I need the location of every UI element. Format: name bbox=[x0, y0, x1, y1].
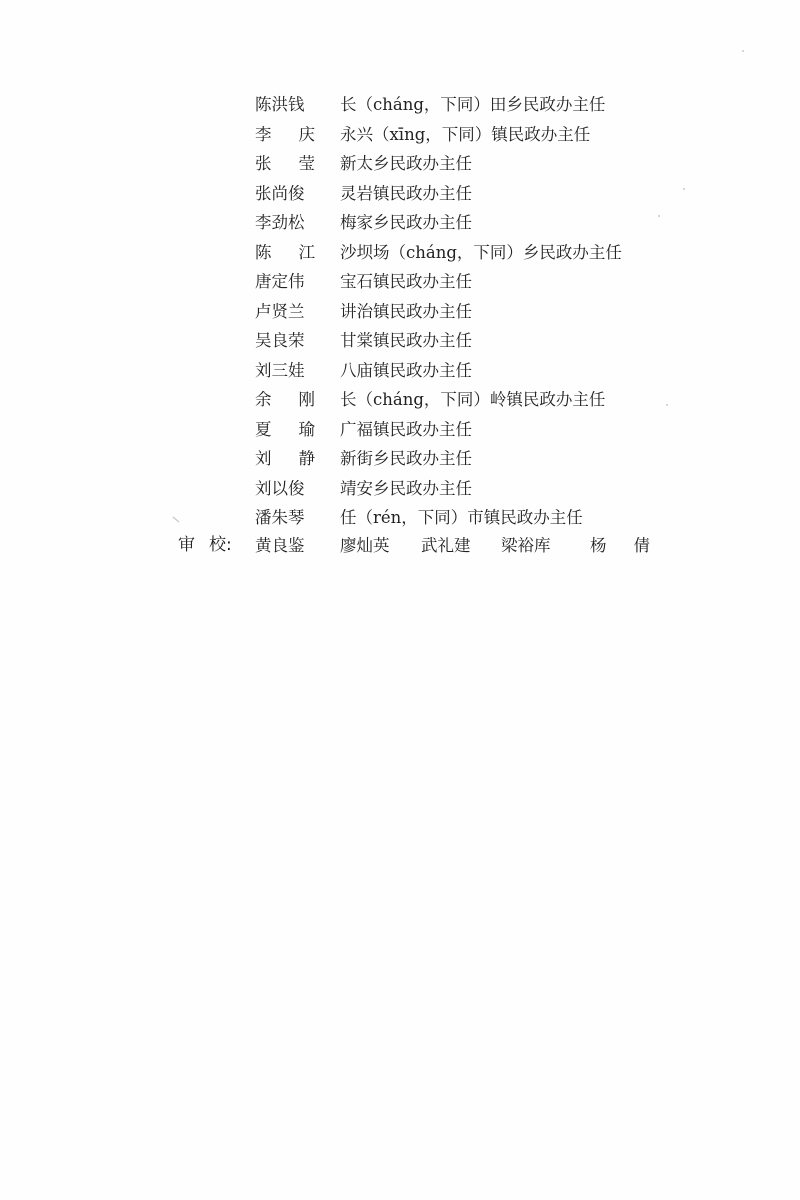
staff-role: 灵岩镇民政办主任 bbox=[340, 183, 472, 203]
staff-role: 八庙镇民政办主任 bbox=[340, 360, 472, 380]
staff-role: 沙坝场（cháng，下同）乡民政办主任 bbox=[340, 242, 622, 262]
reviewers-label: 审 校: bbox=[178, 535, 232, 555]
reviewer-name: 廖灿英 bbox=[340, 536, 390, 555]
staff-role: 任（rén，下同）市镇民政办主任 bbox=[340, 508, 583, 527]
staff-row bbox=[255, 444, 675, 474]
staff-row bbox=[255, 149, 675, 179]
staff-row bbox=[255, 90, 675, 120]
scan-speck bbox=[658, 215, 660, 217]
staff-name: 刘以俊 bbox=[255, 478, 305, 498]
reviewer-name: 武礼建 bbox=[421, 536, 471, 555]
staff-row bbox=[255, 179, 675, 209]
staff-name: 陈 江 bbox=[255, 242, 315, 262]
reviewers-line bbox=[178, 531, 658, 561]
staff-role: 讲治镇民政办主任 bbox=[340, 301, 472, 321]
staff-name: 余 刚 bbox=[255, 390, 315, 409]
staff-name: 卢贤兰 bbox=[255, 301, 305, 321]
staff-row bbox=[255, 474, 675, 504]
staff-row bbox=[255, 385, 675, 415]
staff-name: 潘朱琴 bbox=[255, 508, 305, 527]
scan-speck bbox=[742, 50, 744, 52]
staff-row bbox=[255, 208, 675, 238]
staff-role: 新街乡民政办主任 bbox=[340, 449, 472, 468]
staff-row bbox=[255, 120, 675, 150]
staff-role: 宝石镇民政办主任 bbox=[340, 272, 472, 291]
staff-row bbox=[255, 267, 675, 297]
staff-row bbox=[255, 356, 675, 386]
reviewer-name: 梁裕库 bbox=[501, 536, 551, 555]
staff-row bbox=[255, 238, 675, 268]
staff-role: 梅家乡民政办主任 bbox=[340, 213, 472, 232]
staff-name: 李 庆 bbox=[255, 124, 315, 144]
scan-speck bbox=[683, 188, 685, 190]
reviewer-name-spaced: 杨 倩 bbox=[590, 536, 650, 555]
staff-row bbox=[255, 297, 675, 327]
staff-name: 张 莹 bbox=[255, 154, 315, 173]
reviewer-name: 黄良鉴 bbox=[255, 536, 305, 555]
scan-speck bbox=[666, 404, 668, 406]
staff-name: 陈洪钱 bbox=[255, 95, 305, 114]
staff-row bbox=[255, 326, 675, 356]
staff-name: 张尚俊 bbox=[255, 183, 305, 203]
staff-list bbox=[255, 90, 675, 533]
staff-role: 长（cháng，下同）岭镇民政办主任 bbox=[340, 390, 606, 409]
staff-name: 李劲松 bbox=[255, 213, 305, 232]
staff-name: 吴良荣 bbox=[255, 331, 305, 350]
staff-role: 甘棠镇民政办主任 bbox=[340, 331, 472, 350]
staff-name: 刘三娃 bbox=[255, 360, 305, 380]
staff-name: 唐定伟 bbox=[255, 272, 305, 291]
staff-role: 广福镇民政办主任 bbox=[340, 419, 472, 439]
scan-mark bbox=[173, 517, 180, 523]
staff-name: 夏 瑜 bbox=[255, 419, 315, 439]
staff-role: 长（cháng，下同）田乡民政办主任 bbox=[340, 95, 606, 114]
staff-row bbox=[255, 415, 675, 445]
staff-role: 永兴（xīng，下同）镇民政办主任 bbox=[340, 124, 591, 144]
staff-role: 新太乡民政办主任 bbox=[340, 154, 472, 173]
staff-role: 靖安乡民政办主任 bbox=[340, 478, 472, 498]
staff-name: 刘 静 bbox=[255, 449, 315, 468]
staff-row bbox=[255, 503, 675, 533]
